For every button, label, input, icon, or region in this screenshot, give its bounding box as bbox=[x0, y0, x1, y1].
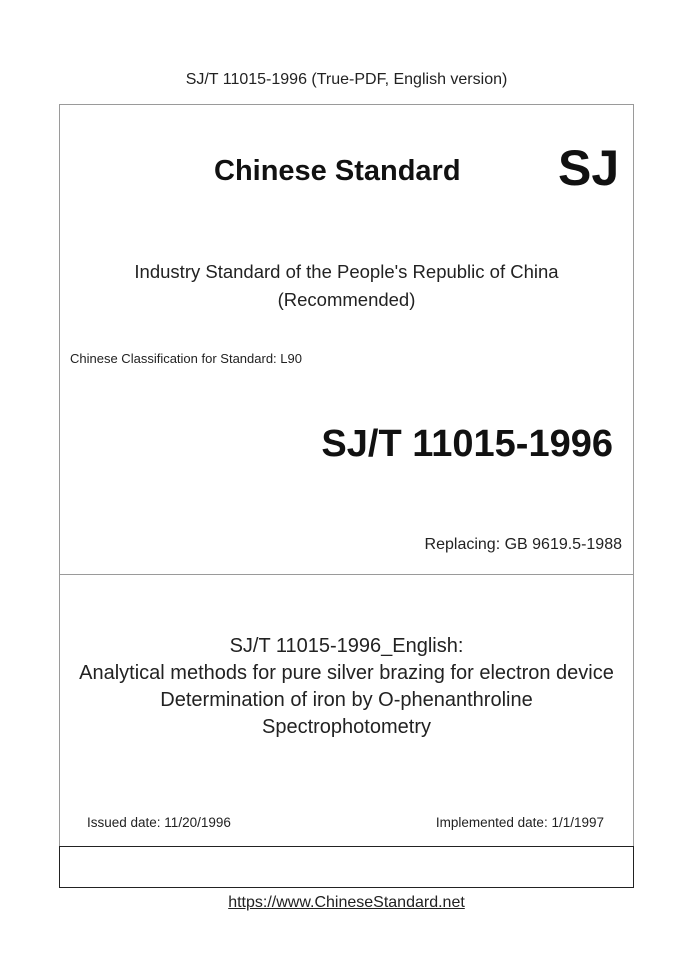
classification: Chinese Classification for Standard: L90 bbox=[70, 351, 302, 366]
issued-date: Issued date: 11/20/1996 bbox=[87, 815, 231, 830]
page-header: SJ/T 11015-1996 (True-PDF, English version) bbox=[185, 71, 508, 88]
document-title bbox=[59, 633, 634, 741]
replacing: Replacing: GB 9619.5-1988 bbox=[424, 536, 622, 553]
title-line: Spectrophotometry bbox=[262, 716, 431, 738]
recommended-line: (Recommended) bbox=[277, 289, 416, 310]
cover-title: Chinese Standard bbox=[214, 155, 461, 187]
industry-standard bbox=[0, 258, 693, 314]
implemented-date: Implemented date: 1/1/1997 bbox=[435, 815, 604, 830]
title-line: Analytical methods for pure silver brazing for electron device bbox=[79, 662, 614, 684]
title-line: Determination of iron by O-phenanthroline bbox=[160, 689, 533, 711]
standard-code: SJ/T 11015-1996 bbox=[321, 423, 613, 465]
title-line: SJ/T 11015-1996_English: bbox=[229, 635, 464, 657]
standard-mark: SJ bbox=[558, 140, 620, 196]
industry-line: Industry Standard of the People's Republic of China bbox=[134, 261, 559, 282]
empty-box bbox=[59, 846, 634, 888]
footer-link[interactable]: https://www.ChineseStandard.net bbox=[228, 894, 465, 911]
